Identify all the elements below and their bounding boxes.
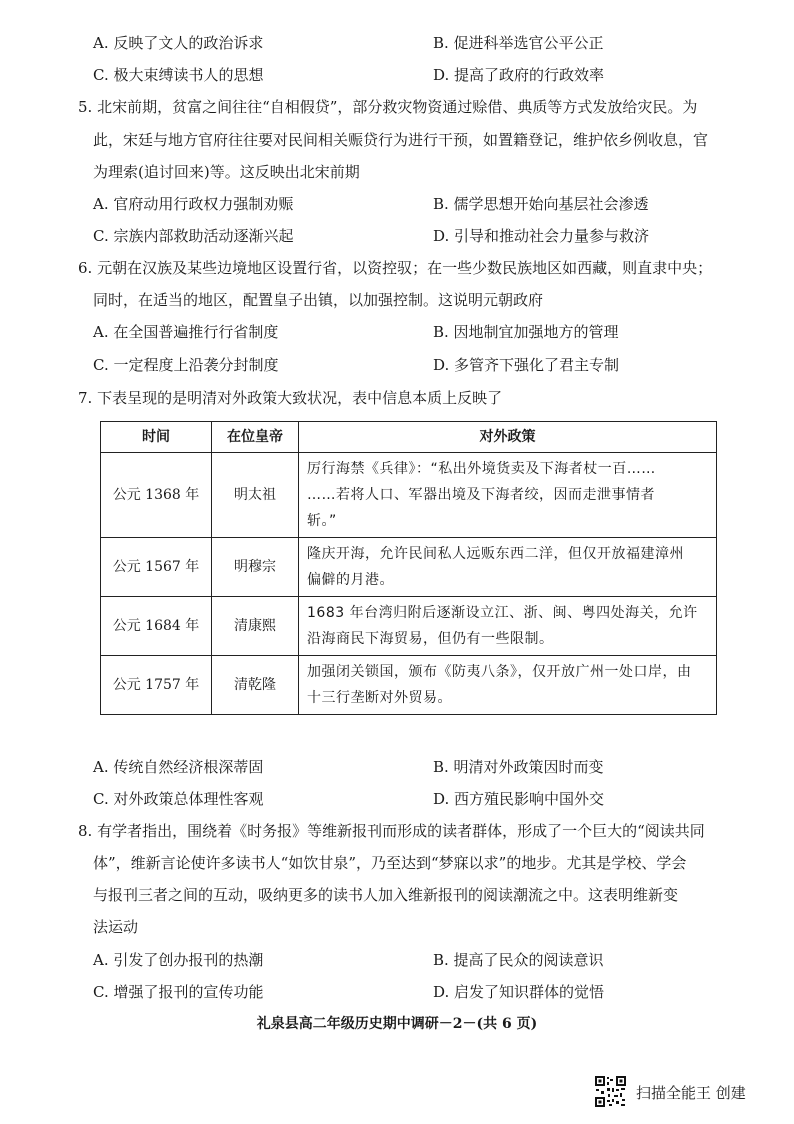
q5-stem-line-2: 此，宋廷与地方官府往往要对民间相关赈贷行为进行干预，如置籍登记，维护依乡例收息，官 bbox=[93, 131, 709, 149]
table-row bbox=[101, 453, 717, 538]
q7-option-d: D. 西方殖民影响中国外交 bbox=[433, 790, 605, 808]
policy-line: 厉行海禁《兵律》：“私出外境货卖及下海者杖一百…… bbox=[307, 461, 656, 477]
q5-option-d: D. 引导和推动社会力量参与救济 bbox=[433, 227, 650, 245]
row-emperor: 明穆宗 bbox=[212, 538, 299, 597]
q7-option-b: B. 明清对外政策因时而变 bbox=[433, 758, 604, 776]
table-header-emperor: 在位皇帝 bbox=[212, 422, 299, 453]
qr-code-icon bbox=[594, 1075, 627, 1108]
table-row bbox=[101, 656, 717, 715]
q5-stem-line-3: 为理索(追讨回来)等。这反映出北宋前期 bbox=[93, 163, 360, 181]
q8-stem-line-1: 8. 有学者指出，围绕着《时务报》等维新报刊而形成的读者群体，形成了一个巨大的“阅读共同 bbox=[78, 822, 705, 840]
policy-line: 斩。” bbox=[307, 513, 337, 529]
row-policy bbox=[299, 656, 717, 715]
q6-stem-line-2: 同时，在适当的地区，配置皇子出镇，以加强控制。这说明元朝政府 bbox=[93, 291, 544, 309]
policy-line: 加强闭关锁国，颁布《防夷八条》，仅开放广州一处口岸，由 bbox=[307, 664, 692, 680]
q4-option-b: B. 促进科举选官公平公正 bbox=[433, 34, 604, 52]
table-header-row bbox=[101, 422, 717, 453]
q7-option-c: C. 对外政策总体理性客观 bbox=[93, 790, 264, 808]
row-emperor: 清乾隆 bbox=[212, 656, 299, 715]
policy-line: 沿海商民下海贸易，但仍有一些限制。 bbox=[307, 631, 554, 647]
policy-line: 偏僻的月港。 bbox=[307, 572, 394, 588]
q8-stem-line-4: 法运动 bbox=[93, 918, 139, 936]
table-row bbox=[101, 597, 717, 656]
q6-option-b: B. 因地制宜加强地方的管理 bbox=[433, 323, 619, 341]
q7-stem-line-1: 7. 下表呈现的是明清对外政策大致状况，表中信息本质上反映了 bbox=[78, 389, 503, 407]
q6-option-c: C. 一定程度上沿袭分封制度 bbox=[93, 356, 279, 374]
row-policy bbox=[299, 453, 717, 538]
q7-option-a: A. 传统自然经济根深蒂固 bbox=[93, 758, 264, 776]
q6-option-d: D. 多管齐下强化了君主专制 bbox=[433, 356, 620, 374]
q5-option-c: C. 宗族内部救助活动逐渐兴起 bbox=[93, 227, 294, 245]
policy-line: 十三行垄断对外贸易。 bbox=[307, 690, 452, 706]
q8-option-d: D. 启发了知识群体的觉悟 bbox=[433, 983, 605, 1001]
policy-line: 1683 年台湾归附后逐渐设立江、浙、闽、粤四处海关，允许 bbox=[307, 605, 698, 621]
q6-stem-line-1: 6. 元朝在汉族及某些边境地区设置行省，以资控驭；在一些少数民族地区如西藏，则直隶中央； bbox=[78, 259, 713, 277]
row-emperor: 明太祖 bbox=[212, 453, 299, 538]
row-emperor: 清康熙 bbox=[212, 597, 299, 656]
q8-option-a: A. 引发了创办报刊的热潮 bbox=[93, 951, 264, 969]
row-policy bbox=[299, 597, 717, 656]
q8-stem-line-2: 体”，维新言论使许多读书人“如饮甘泉”，乃至达到“梦寐以求”的地步。尤其是学校、学会 bbox=[93, 854, 687, 872]
row-time: 公元 1368 年 bbox=[101, 453, 212, 538]
foreign-policy-table bbox=[100, 421, 717, 715]
q5-stem-line-1: 5. 北宋前期，贫富之间往往“自相假贷”，部分救灾物资通过赊借、典质等方式发放给灾民。为 bbox=[78, 98, 698, 116]
table-header-policy: 对外政策 bbox=[299, 422, 717, 453]
q6-option-a: A. 在全国普遍推行行省制度 bbox=[93, 323, 279, 341]
page-footer: 礼泉县高二年级历史期中调研－2－(共 6 页) bbox=[256, 1016, 538, 1032]
row-time: 公元 1684 年 bbox=[101, 597, 212, 656]
q5-option-a: A. 官府动用行政权力强制劝赈 bbox=[93, 195, 294, 213]
table-header-time: 时间 bbox=[101, 422, 212, 453]
q4-option-d: D. 提高了政府的行政效率 bbox=[433, 66, 605, 84]
q8-stem-line-3: 与报刊三者之间的互动，吸纳更多的读书人加入维新报刊的阅读潮流之中。这表明维新变 bbox=[93, 886, 679, 904]
q4-option-c: C. 极大束缚读书人的思想 bbox=[93, 66, 264, 84]
policy-line: ……若将人口、军器出境及下海者绞，因而走泄事情者 bbox=[307, 487, 655, 503]
q5-option-b: B. 儒学思想开始向基层社会渗透 bbox=[433, 195, 649, 213]
q8-option-c: C. 增强了报刊的宣传功能 bbox=[93, 983, 264, 1001]
row-time: 公元 1757 年 bbox=[101, 656, 212, 715]
row-time: 公元 1567 年 bbox=[101, 538, 212, 597]
q8-option-b: B. 提高了民众的阅读意识 bbox=[433, 951, 604, 969]
scanner-label: 扫描全能王 创建 bbox=[636, 1084, 746, 1102]
policy-line: 隆庆开海，允许民间私人远贩东西二洋，但仅开放福建漳州 bbox=[307, 546, 684, 562]
row-policy bbox=[299, 538, 717, 597]
q4-option-a: A. 反映了文人的政治诉求 bbox=[93, 34, 264, 52]
table-row bbox=[101, 538, 717, 597]
